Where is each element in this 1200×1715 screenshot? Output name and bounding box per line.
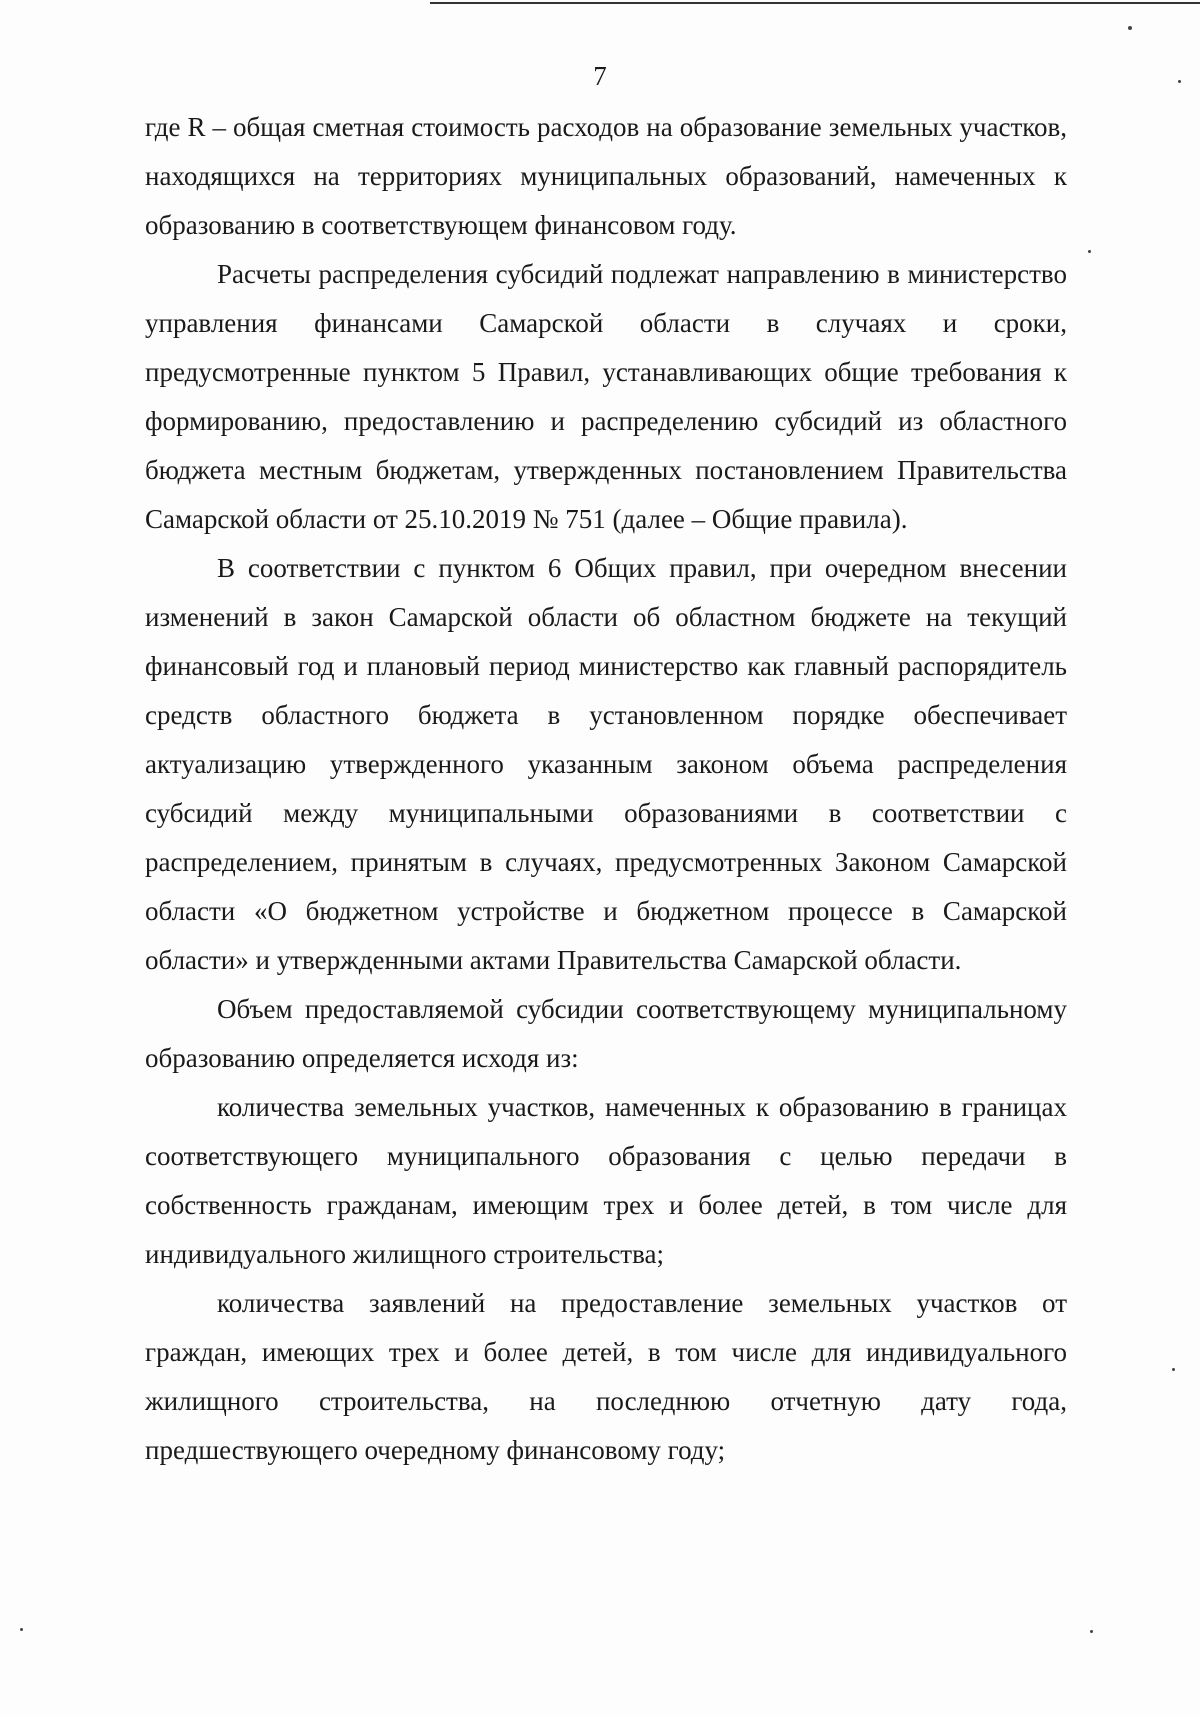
document-body [145,103,1067,1475]
paragraph-formula-definition: где R – общая сметная стоимость расходов на образование земельных участков, находящихся на территориях муниципальных образований, намеченных к образованию в соответствующем финансовом году. [145,112,1067,240]
top-rule [430,2,1200,4]
paragraph-applications-count: количества заявлений на предоставление земельных участков от граждан, имеющих трех и более детей, в том числе для индивидуального жилищного строительства, на последнюю отчетную дату года, предшествующего очередному финансовому году; [145,1288,1067,1465]
scan-speck [1128,26,1132,30]
scan-speck [1178,80,1181,83]
paragraph-general-rules: В соответствии с пунктом 6 Общих правил, при очередном внесении изменений в закон Самарской области об областном бюджете на текущий финансовый год и плановый период министерство как главный распорядитель средств областного бюджета в установленном порядке обеспечивает актуализацию утвержденного указанным законом объема распределения субсидий между муниципальными образованиями в соответствии с распределением, принятым в случаях, предусмотренных Законом Самарской области «О бюджетном устройстве и бюджетном процессе в Самарской области» и утвержденными актами Правительства Самарской области. [145,553,1067,975]
page-number: 7 [593,61,607,91]
scan-speck [20,1628,23,1631]
paragraph-subsidy-volume: Объем предоставляемой субсидии соответствующему муниципальному образованию определяется исходя из: [145,994,1067,1073]
scan-speck [1172,1368,1175,1371]
scan-speck [1090,1630,1093,1633]
paragraph-land-plots-count: количества земельных участков, намеченных к образованию в границах соответствующего муниципального образования с целью передачи в собственность гражданам, имеющим трех и более детей, в том числе для индивидуального жилищного строительства; [145,1092,1067,1269]
paragraph-calculations: Расчеты распределения субсидий подлежат направлению в министерство управления финансами Самарской области в случаях и сроки, предусмотренные пунктом 5 Правил, устанавливающих общие требования к формированию, предоставлению и распределению субсидий из областного бюджета местным бюджетам, утвержденных постановлением Правительства Самарской области от 25.10.2019 № 751 (далее – Общие правила). [145,259,1067,534]
scan-speck [1088,250,1091,253]
